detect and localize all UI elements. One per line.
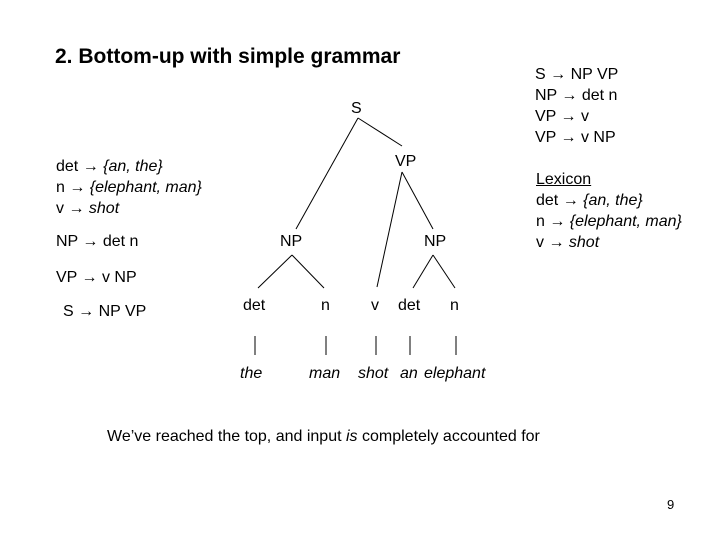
- word-the: the: [240, 365, 263, 382]
- left-lexicon-entry: v → shot: [56, 200, 120, 217]
- lexicon-entry: v → shot: [536, 234, 600, 251]
- edge-np2-n: [433, 255, 455, 288]
- grammar-rule: VP → v NP: [535, 129, 616, 146]
- node-s: S: [351, 100, 362, 117]
- slide-title: 2. Bottom-up with simple grammar: [55, 45, 401, 68]
- applied-rule-np: NP → det n: [56, 233, 139, 250]
- grammar-rule: VP → v: [535, 108, 589, 125]
- edge-vp-np: [402, 172, 433, 229]
- conclusion-text: We’ve reached the top, and input is completely accounted for: [107, 428, 540, 445]
- node-n-1: n: [321, 297, 330, 314]
- left-lexicon-entry: det → {an, the}: [56, 158, 163, 175]
- left-lexicon-entry: n → {elephant, man}: [56, 179, 202, 196]
- node-vp: VP: [395, 153, 417, 170]
- word-man: man: [309, 365, 341, 382]
- node-n-2: n: [450, 297, 459, 314]
- grammar-rule: S → NP VP: [535, 66, 619, 83]
- grammar-rule: NP → det n: [535, 87, 618, 104]
- node-np-subject: NP: [280, 233, 303, 250]
- edge-np-n: [292, 255, 324, 288]
- page-number: 9: [667, 497, 675, 512]
- word-shot: shot: [358, 365, 389, 382]
- node-det-1: det: [243, 297, 266, 314]
- edge-vp-v: [377, 172, 402, 287]
- applied-rule-vp: VP → v NP: [56, 269, 137, 286]
- word-elephant: elephant: [424, 365, 486, 382]
- lexicon-entry: n → {elephant, man}: [536, 213, 682, 230]
- lexicon-heading: Lexicon: [536, 171, 592, 188]
- node-det-2: det: [398, 297, 421, 314]
- edge-np2-det: [413, 255, 433, 288]
- applied-rule-s: S → NP VP: [63, 303, 147, 320]
- word-an: an: [400, 365, 418, 382]
- edge-s-vp: [358, 118, 402, 146]
- node-np-object: NP: [424, 233, 447, 250]
- node-v: v: [371, 297, 379, 314]
- lexicon-entry: det → {an, the}: [536, 192, 643, 209]
- edge-np-det: [258, 255, 292, 288]
- edge-s-np: [296, 118, 358, 229]
